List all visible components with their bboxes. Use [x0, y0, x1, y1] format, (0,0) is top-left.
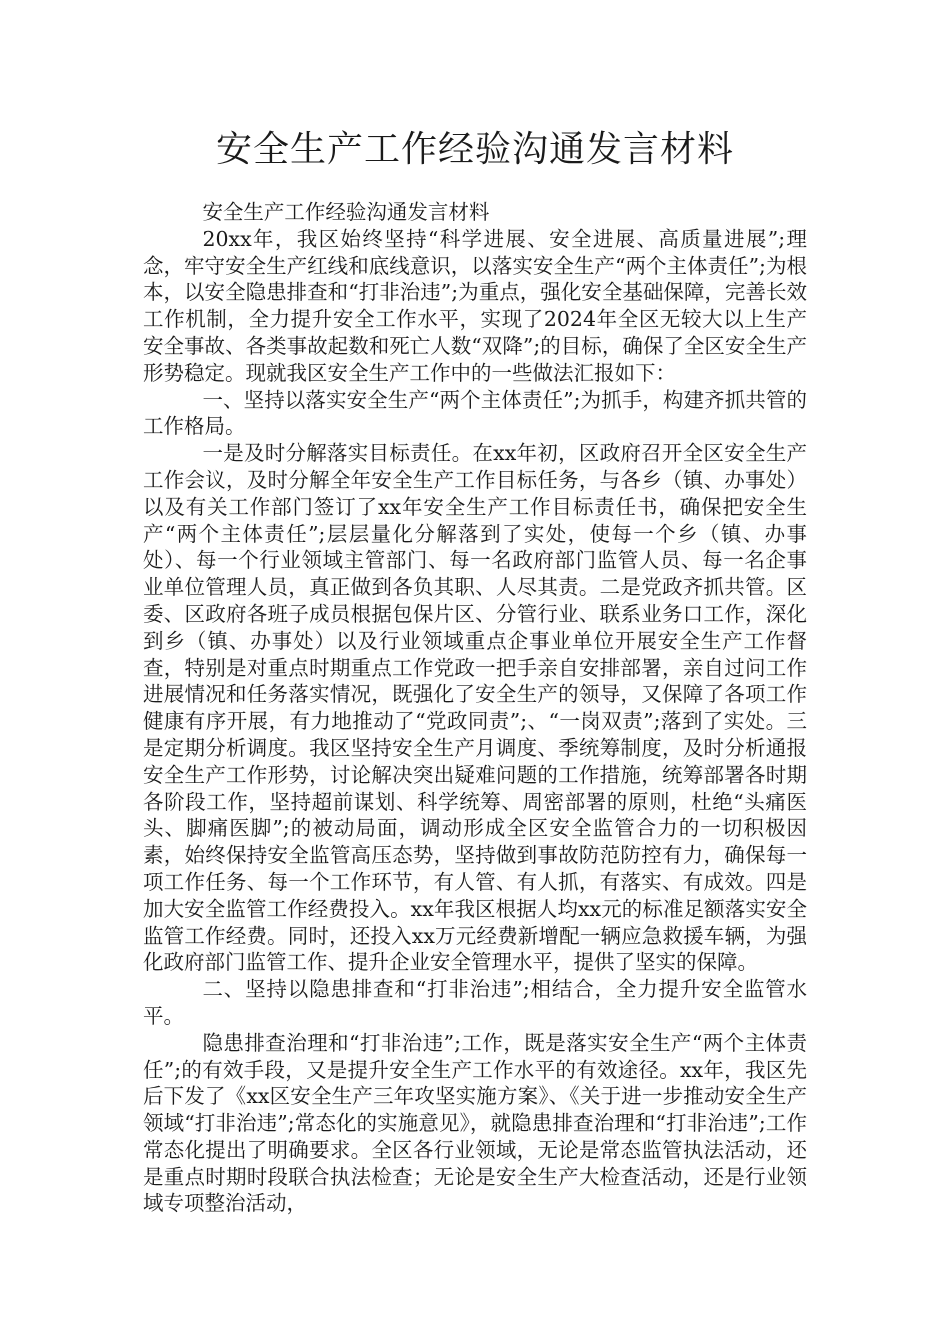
section-heading-2: 二、坚持以隐患排查和“打非治违”;相结合，全力提升安全监管水平。	[143, 977, 807, 1028]
document-body	[143, 199, 807, 1217]
paragraph-section-2: 隐患排查治理和“打非治违”;工作，既是落实安全生产“两个主体责任”;的有效手段，又是提升安全生产工作水平的有效途径。xx年，我区先后下发了《xx区安全生产三年攻坚实施方案》、《关于进一步推动安全生产领域“打非治违”;常态化的实施意见》，就隐患排查治理和“打非治违”;工作常态化提出了明确要求。全区各行业领域，无论是常态监管执法活动，还是重点时期时段联合执法检查；无论是安全生产大检查活动，还是行业领域专项整治活动，	[143, 1030, 807, 1216]
paragraph-intro: 20xx年，我区始终坚持“科学进展、安全进展、高质量进展”;理念，牢守安全生产红线和底线意识，以落实安全生产“两个主体责任”;为根本，以安全隐患排查和“打非治违”;为重点，强化安全基础保障，完善长效工作机制，全力提升安全工作水平，实现了2024年全区无较大以上生产安全事故、各类事故起数和死亡人数“双降”;的目标，确保了全区安全生产形势稳定。现就我区安全生产工作中的一些做法汇报如下：	[143, 226, 807, 385]
paragraph-section-1: 一是及时分解落实目标责任。在xx年初，区政府召开全区安全生产工作会议，及时分解全年安全生产工作目标任务，与各乡（镇、办事处）以及有关工作部门签订了xx年安全生产工作目标责任书，确保把安全生产“两个主体责任”;层层量化分解落到了实处，使每一个乡（镇、办事处）、每一个行业领域主管部门、每一名政府部门监管人员、每一名企事业单位管理人员，真正做到各负其职、人尽其责。二是党政齐抓共管。区委、区政府各班子成员根据包保片区、分管行业、联系业务口工作，深化到乡（镇、办事处）以及行业领域重点企事业单位开展安全生产工作督查，特别是对重点时期重点工作党政一把手亲自安排部署，亲自过问工作进展情况和任务落实情况，既强化了安全生产的领导，又保障了各项工作健康有序开展，有力地推动了“党政同责”;、“一岗双责”;落到了实处。三是定期分析调度。我区坚持安全生产月调度、季统筹制度，及时分析通报安全生产工作形势，讨论解决突出疑难问题的工作措施，统筹部署各时期各阶段工作，坚持超前谋划、科学统筹、周密部署的原则，杜绝“头痛医头、脚痛医脚”;的被动局面，调动形成全区安全监管合力的一切积极因素，始终保持安全监管高压态势，坚持做到事故防范防控有力，确保每一项工作任务、每一个工作环节，有人管、有人抓，有落实、有成效。四是加大安全监管工作经费投入。xx年我区根据人均xx元的标准足额落实安全监管工作经费。同时，还投入xx万元经费新增配一辆应急救援车辆，为强化政府部门监管工作、提升企业安全管理水平，提供了坚实的保障。	[143, 441, 807, 975]
document-title: 安全生产工作经验沟通发言材料	[215, 129, 734, 170]
section-heading-1: 一、坚持以落实安全生产“两个主体责任”;为抓手，构建齐抓共管的工作格局。	[143, 387, 807, 439]
document-subtitle: 安全生产工作经验沟通发言材料	[202, 200, 490, 224]
